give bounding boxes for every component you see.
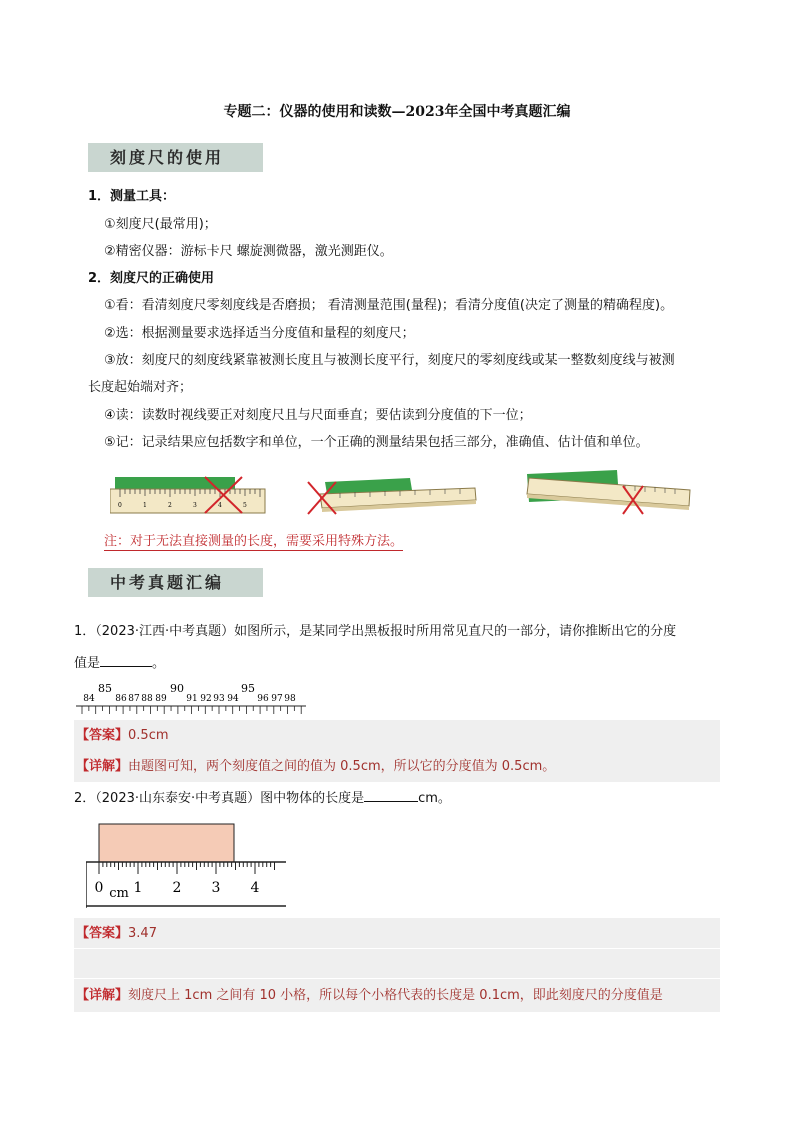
answer-value: 0.5cm [128,728,169,743]
question-2-unit: cm。 [418,791,451,806]
question-2-detail [76,987,663,1005]
usage-place-cont: 长度起始端对齐； [88,380,193,395]
question-1-answer [76,727,169,745]
ruler1-tick-2: 2 [168,502,172,509]
ruler-label-87: 87 [128,694,140,704]
question-2-text [74,789,451,808]
usage-place: ③放：刻度尺的刻度线紧靠被测长度且与被测长度平行，刻度尺的零刻度线或某一整数刻度线与被测 [104,353,675,368]
question-2-answer [76,925,157,943]
detail-text: 刻度尺上 1cm 之间有 10 小格，所以每个小格代表的长度是 0.1cm，即此刻度尺的分度值是 [128,988,663,1003]
ruler-label-91: 91 [186,694,198,704]
question-1-detail [76,758,555,776]
green-block [115,477,235,489]
ruler1-tick-5: 5 [243,502,247,509]
ruler-label-86: 86 [115,694,127,704]
ruler-label-92: 92 [200,694,212,704]
answer-label: 【答案】 [76,926,129,941]
heading-correct-usage: 2．刻度尺的正确使用 [88,271,215,286]
ruler-label-90: 90 [170,682,184,695]
detail-text: 由题图可知，两个刻度值之间的值为 0.5cm，所以它的分度值为 0.5cm。 [128,759,556,774]
ruler-label-96: 96 [257,694,269,704]
answer-blank[interactable] [100,654,152,667]
ruler-unit: cm [109,886,129,901]
ruler-label-94: 94 [227,694,239,704]
question-1-end: 。 [152,656,166,671]
note-special-methods: 注：对于无法直接测量的长度，需要采用特殊方法。 [104,530,403,551]
ruler-label-89: 89 [155,694,167,704]
tool-item-precision: ②精密仪器：游标卡尺 螺旋测微器，激光测距仪。 [104,244,393,259]
tool-item-ruler: ①刻度尺(最常用)； [104,217,217,232]
ruler-figure-tilted [300,476,480,518]
ruler-number-2: 2 [172,880,182,896]
ruler1-tick-3: 3 [193,502,197,509]
ruler-number-1: 1 [133,880,143,896]
ruler-number-0: 0 [94,880,104,896]
question-1-text [74,623,676,641]
answer-separator [74,978,720,979]
ruler-number-4: 4 [250,880,260,896]
section-banner-ruler-usage: 刻度尺的使用 [88,143,263,172]
answer-label: 【答案】 [76,728,129,743]
question-1-text-cont [74,654,165,673]
answer-separator [74,948,720,949]
question-1-stem-cont: 值是 [74,656,101,671]
ruler-label-85: 85 [98,682,112,695]
ruler1-tick-1: 1 [143,502,147,509]
ruler-number-3: 3 [211,880,221,896]
question-1-stem: 1．（2023·江西·中考真题）如图所示，是某同学出黑板报时所用常见直尺的一部分，请你推断出它的分度 [74,624,677,639]
ruler-label-88: 88 [141,694,153,704]
detail-label: 【详解】 [76,988,129,1003]
question-1-ruler [76,682,308,716]
ruler1-tick-0: 0 [118,502,122,509]
ruler1-tick-4: 4 [218,502,222,509]
ruler-label-95: 95 [241,682,255,695]
ruler-body [110,489,265,513]
detail-label: 【详解】 [76,759,129,774]
ruler-label-93: 93 [213,694,225,704]
document-title: 专题二：仪器的使用和读数—2023年全国中考真题汇编 [223,104,571,120]
usage-record: ⑤记：记录结果应包括数字和单位，一个正确的测量结果包括三部分，准确值、估计值和单位。 [104,435,649,450]
section-banner-exam-questions: 中考真题汇编 [88,568,263,597]
ruler-figure-thick [525,468,695,518]
ruler-label-97: 97 [271,694,283,704]
usage-choose: ②选：根据测量要求选择适当分度值和量程的刻度尺； [104,326,415,341]
answer-value: 3.47 [128,926,157,941]
usage-read: ④读：读数时视线要正对刻度尺且与尺面垂直；要估读到分度值的下一位； [104,408,532,423]
ruler-label-98: 98 [284,694,296,704]
question-2-ruler-figure [86,822,290,910]
measured-object [99,824,234,862]
question-2-stem: 2．（2023·山东泰安·中考真题）图中物体的长度是 [74,791,365,806]
ruler-figure-misaligned [110,475,270,517]
heading-measuring-tools: 1．测量工具： [88,189,176,204]
usage-look: ①看：看清刻度尺零刻度线是否磨损； 看清测量范围(量程)；看清分度值(决定了测量的精确程度)。 [104,298,674,313]
answer-blank[interactable] [364,789,418,802]
ruler-label-84: 84 [83,694,95,704]
